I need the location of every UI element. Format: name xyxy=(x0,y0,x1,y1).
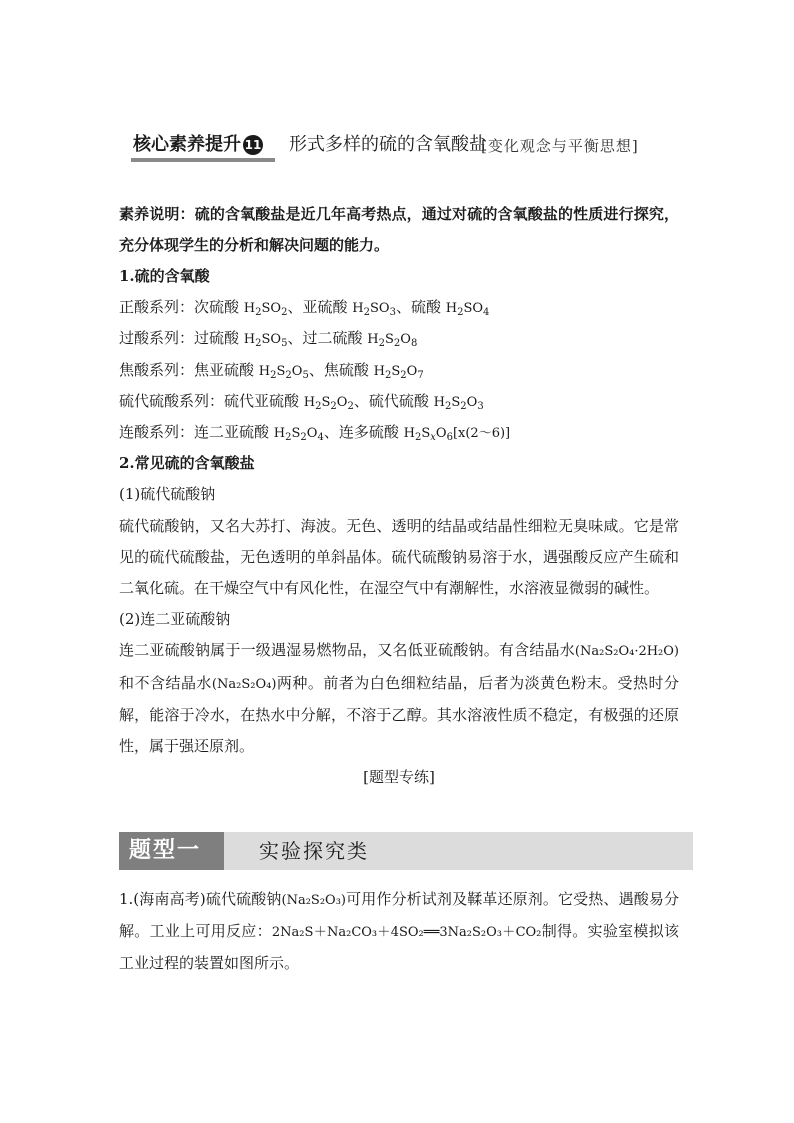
acid-formula: $H_2SO_4$ xyxy=(445,301,490,319)
acid-series-label: 过酸系列： xyxy=(119,329,195,348)
acid-series-label: 连酸系列： xyxy=(119,422,195,441)
acid-formula: $H_2S_2O_5$ xyxy=(258,363,309,381)
q1-formula: (Na₂S₂O₃) xyxy=(281,893,346,908)
section1 xyxy=(119,261,679,793)
formula-subscript: 2 xyxy=(285,431,292,443)
formula-subscript: 2 xyxy=(330,400,337,412)
title-core-text: 核心素养提升 xyxy=(133,134,241,155)
acid-name: 焦亚硫酸 xyxy=(194,360,259,379)
acid-formula: $H_2SO_3$ xyxy=(352,301,396,319)
formula-subscript: 7 xyxy=(417,369,424,381)
acid-series-line xyxy=(119,323,679,354)
intro-label: 素养说明： xyxy=(119,205,195,223)
sub2-text-b: 和不含结晶水 xyxy=(119,673,212,692)
question1 xyxy=(119,884,679,980)
acid-name: 过硫酸 xyxy=(194,329,244,348)
formula-subscript: 4 xyxy=(483,307,490,319)
formula-subscript: 5 xyxy=(281,338,288,350)
acid-name: 硫代亚硫酸 xyxy=(224,391,304,410)
acid-series-list xyxy=(119,292,679,448)
acid-name: 过二硫酸 xyxy=(302,329,368,348)
acid-formula: $H_2S_2O_4$ xyxy=(273,425,324,443)
acid-name: 硫代硫酸 xyxy=(368,391,434,410)
acid-series-label: 焦酸系列： xyxy=(119,360,195,379)
sub2-paragraph xyxy=(119,635,679,762)
sub2-formula-a: (Na₂S₂O₄·2H₂O) xyxy=(574,644,679,660)
formula-subscript: x xyxy=(430,431,436,443)
acid-formula: $H_2S_2O_3$ xyxy=(433,394,484,412)
practice-label: [题型专练] xyxy=(363,768,435,787)
sub2-formula-b: (Na₂S₂O₄) xyxy=(211,676,277,692)
acid-formula: $H_2SO_2$ xyxy=(243,301,288,319)
q1-text-b: 制得。实验室模拟该工业过程的装置如图所示。 xyxy=(119,922,679,973)
formula-subscript: 2 xyxy=(457,307,464,319)
formula-subscript: 2 xyxy=(384,369,392,381)
separator: 、 xyxy=(308,360,324,379)
formula-subscript: 2 xyxy=(393,338,401,350)
title-number-badge: 11 xyxy=(243,135,263,155)
sub2-text-a: 连二亚硫酸钠属于一级遇湿易燃物品，又名低亚硫酸钠。有含结晶水 xyxy=(119,641,575,660)
separator: 、 xyxy=(323,422,339,441)
formula-subscript: 2 xyxy=(363,307,370,319)
formula-subscript: 2 xyxy=(270,369,277,381)
separator: 、 xyxy=(287,329,303,348)
formula-subscript: 2 xyxy=(281,307,288,319)
title-main-text: 形式多样的硫的含氧酸盐 xyxy=(289,134,487,155)
q1-equation: 2Na₂S＋Na₂CO₃＋4SO₂══3Na₂S₂O₃＋CO₂ xyxy=(271,925,542,941)
formula-subscript: 3 xyxy=(477,400,484,412)
formula-subscript: 2 xyxy=(315,400,322,412)
formula-subscript: 2 xyxy=(378,338,385,350)
acid-suffix: [x(2～6)] xyxy=(452,425,511,441)
formula-subscript: 2 xyxy=(255,307,262,319)
acid-name: 硫酸 xyxy=(410,298,446,317)
acid-series-label: 正酸系列： xyxy=(119,298,195,317)
section-bar xyxy=(119,832,693,870)
acid-formula: $H_2SO_5$ xyxy=(243,332,288,350)
q1-text-a: 可用作分析试剂及鞣革还原剂。它受热、遇酸易分解。工业上可用反应： xyxy=(119,890,679,941)
acid-formula: $H_2S_2O_2$ xyxy=(303,394,354,412)
formula-subscript: 8 xyxy=(410,338,418,350)
formula-subscript: 3 xyxy=(389,307,396,319)
title-tag: [变化观念与平衡思想] xyxy=(481,137,639,155)
section-type-name: 实验探究类 xyxy=(259,839,369,863)
formula-subscript: 2 xyxy=(285,369,292,381)
title-underline xyxy=(131,158,275,162)
acid-name: 焦硫酸 xyxy=(323,360,374,379)
acid-series-line xyxy=(119,417,679,448)
formula-subscript: 2 xyxy=(460,400,467,412)
title-core-label xyxy=(133,132,263,158)
section1-heading: 1.硫的含氧酸 xyxy=(119,267,210,285)
separator: 、 xyxy=(287,298,303,317)
formula-subscript: 2 xyxy=(347,400,354,412)
acid-name: 次硫酸 xyxy=(194,298,244,317)
q1-prefix: 1.(海南高考)硫代硫酸钠 xyxy=(119,890,282,908)
acid-formula: $H_2S_xO_6$ xyxy=(403,425,453,443)
question1-text xyxy=(119,884,679,980)
formula-subscript: 6 xyxy=(446,431,453,443)
acid-name: 亚硫酸 xyxy=(302,298,353,317)
intro-text xyxy=(119,199,679,261)
formula-subscript: 4 xyxy=(317,431,324,443)
intro-body: 硫的含氧酸盐是近几年高考热点，通过对硫的含氧酸盐的性质进行探究，充分体现学生的分析和解决问题的能力。 xyxy=(119,205,679,255)
section-type-label: 题型一 xyxy=(119,832,224,870)
acid-series-label: 硫代硫酸系列： xyxy=(119,391,225,410)
sub2-text-c: 两种。前者为白色细粒结晶，后者为淡黄色粉末。受热时分解，能溶于冷水，在热水中分解，不溶于乙醇。其水溶液性质不稳定，有极强的还原性，属于强还原剂。 xyxy=(119,673,679,755)
acid-name: 连二亚硫酸 xyxy=(194,422,274,441)
sub1-paragraph: 硫代硫酸钠，又名大苏打、海波。无色、透明的结晶或结晶性细粒无臭味咸。它是常见的硫代硫酸盐，无色透明的单斜晶体。硫代硫酸钠易溶于水，遇强酸反应产生硫和二氧化硫。在干燥空气中有风化性，在湿空气中有潮解性，水溶液显微弱的碱性。 xyxy=(119,516,679,597)
formula-subscript: 2 xyxy=(255,338,262,350)
acid-series-line xyxy=(119,292,679,323)
acid-formula: $H_2S_2O_8$ xyxy=(367,332,418,350)
acid-formula: $H_2S_2O_7$ xyxy=(373,363,424,381)
formula-subscript: 2 xyxy=(300,431,307,443)
formula-subscript: 2 xyxy=(444,400,452,412)
formula-subscript: 2 xyxy=(414,431,422,443)
acid-series-line xyxy=(119,386,679,417)
formula-subscript: 2 xyxy=(400,369,407,381)
acid-name: 连多硫酸 xyxy=(338,422,404,441)
intro-paragraph xyxy=(119,199,679,261)
section2-heading: 2.常见硫的含氧酸盐 xyxy=(119,454,255,473)
acid-series-line xyxy=(119,355,679,386)
sub1-heading: (1)硫代硫酸钠 xyxy=(119,485,216,504)
separator: 、 xyxy=(395,298,411,317)
formula-subscript: 5 xyxy=(302,369,309,381)
sub2-heading: (2)连二亚硫酸钠 xyxy=(119,610,231,629)
separator: 、 xyxy=(353,391,369,410)
